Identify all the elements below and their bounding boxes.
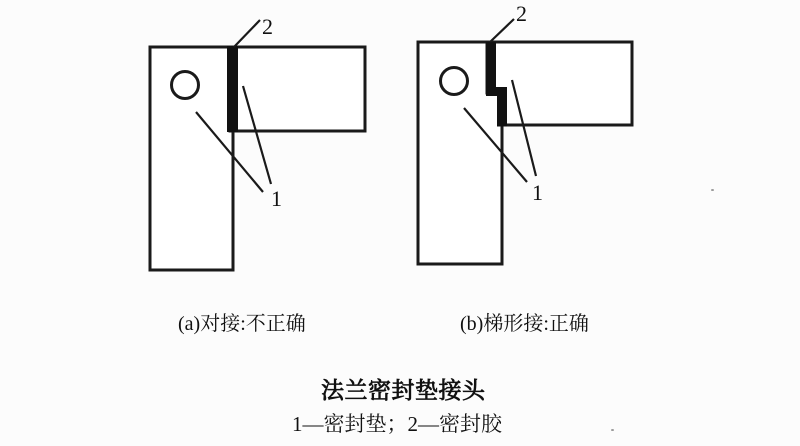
caption-diagram-b: (b)梯形接:正确 (460, 313, 589, 335)
figure-legend: 1—密封垫；2—密封胶 (292, 412, 502, 436)
label-gasket-b: 1 (532, 180, 543, 205)
figure-title: 法兰密封垫接头 (321, 378, 486, 403)
sealant-strip-a (227, 46, 238, 132)
horizontal-flange-plate-a (230, 47, 365, 131)
leader-line-sealant-b (490, 19, 514, 42)
bolt-hole-a (172, 72, 199, 99)
scan-speck (711, 189, 714, 191)
diagram-b-stepped-joint (418, 1, 632, 264)
label-sealant-b: 2 (516, 1, 527, 26)
label-sealant-a: 2 (262, 14, 273, 39)
horizontal-flange-plate-b (490, 42, 632, 125)
scan-speck (611, 429, 614, 431)
diagram-a-butt-joint (150, 14, 365, 270)
leader-line-sealant-a (234, 20, 260, 47)
bolt-hole-b (441, 68, 468, 95)
caption-diagram-a: (a)对接:不正确 (178, 313, 306, 335)
label-gasket-a: 1 (271, 186, 282, 211)
